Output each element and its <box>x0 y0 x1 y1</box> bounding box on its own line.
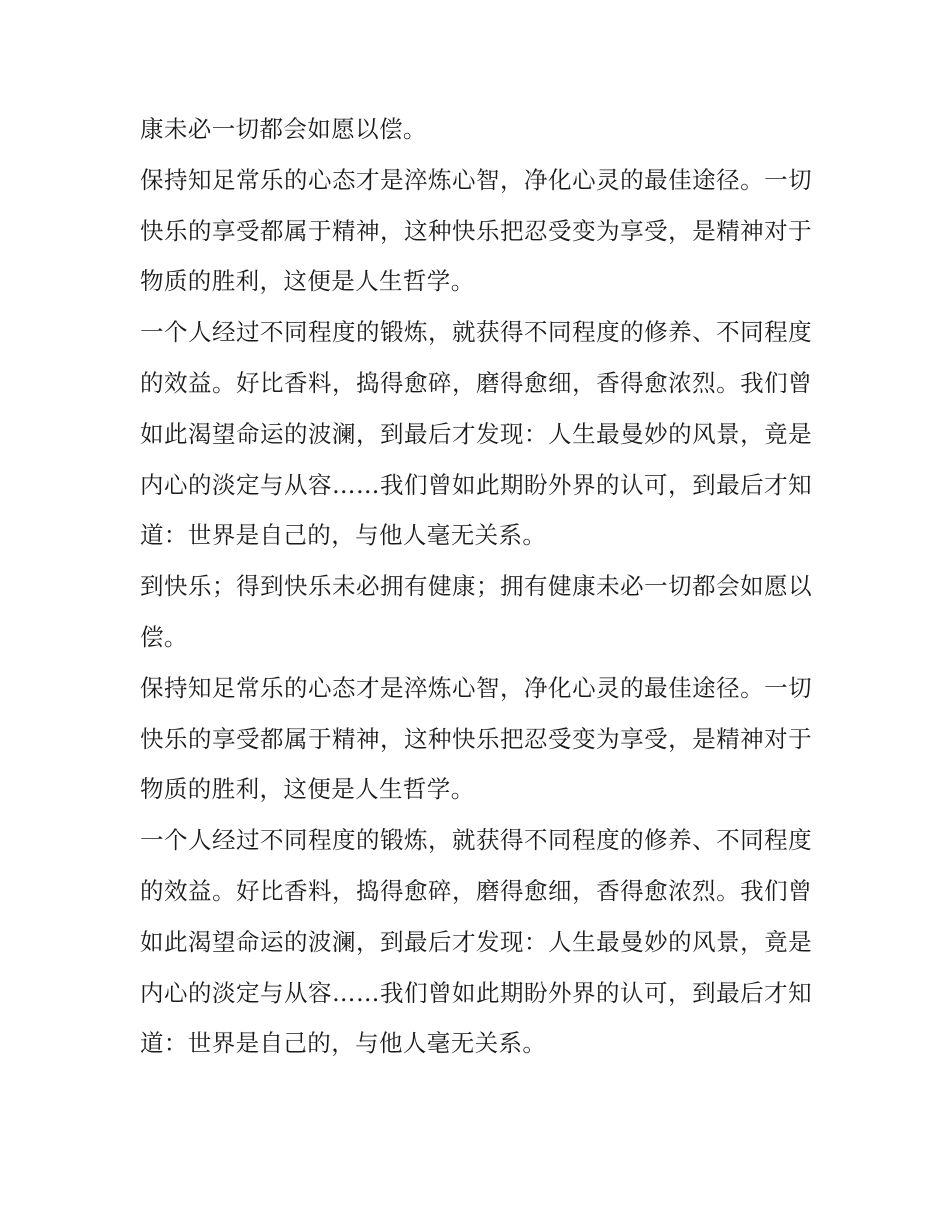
paragraph-5: 保持知足常乐的心态才是淬炼心智，净化心灵的最佳途径。一切快乐的享受都属于精神，这种快乐把忍受变为享受，是精神对于物质的胜利，这便是人生哲学。 <box>140 673 812 804</box>
paragraph-3: 一个人经过不同程度的锻炼，就获得不同程度的修养、不同程度的效益。好比香料，捣得愈碎，磨得愈细，香得愈浓烈。我们曾如此渴望命运的波澜，到最后才发现：人生最曼妙的风景，竟是内心的淡定与从容……我们曾如此期盼外界的认可，到最后才知道：世界是自己的，与他人毫无关系。 <box>140 318 812 550</box>
paragraph-1: 康未必一切都会如愿以偿。 <box>140 115 427 143</box>
paragraph-2: 保持知足常乐的心态才是淬炼心智，净化心灵的最佳途径。一切快乐的享受都属于精神，这种快乐把忍受变为享受，是精神对于物质的胜利，这便是人生哲学。 <box>140 165 812 296</box>
paragraph-4: 到快乐；得到快乐未必拥有健康；拥有健康未必一切都会如愿以偿。 <box>140 572 812 651</box>
document-body <box>140 104 812 1069</box>
paragraph-6: 一个人经过不同程度的锻炼，就获得不同程度的修养、不同程度的效益。好比香料，捣得愈碎，磨得愈细，香得愈浓烈。我们曾如此渴望命运的波澜，到最后才发现：人生最曼妙的风景，竟是内心的淡定与从容……我们曾如此期盼外界的认可，到最后才知道：世界是自己的，与他人毫无关系。 <box>140 826 812 1058</box>
